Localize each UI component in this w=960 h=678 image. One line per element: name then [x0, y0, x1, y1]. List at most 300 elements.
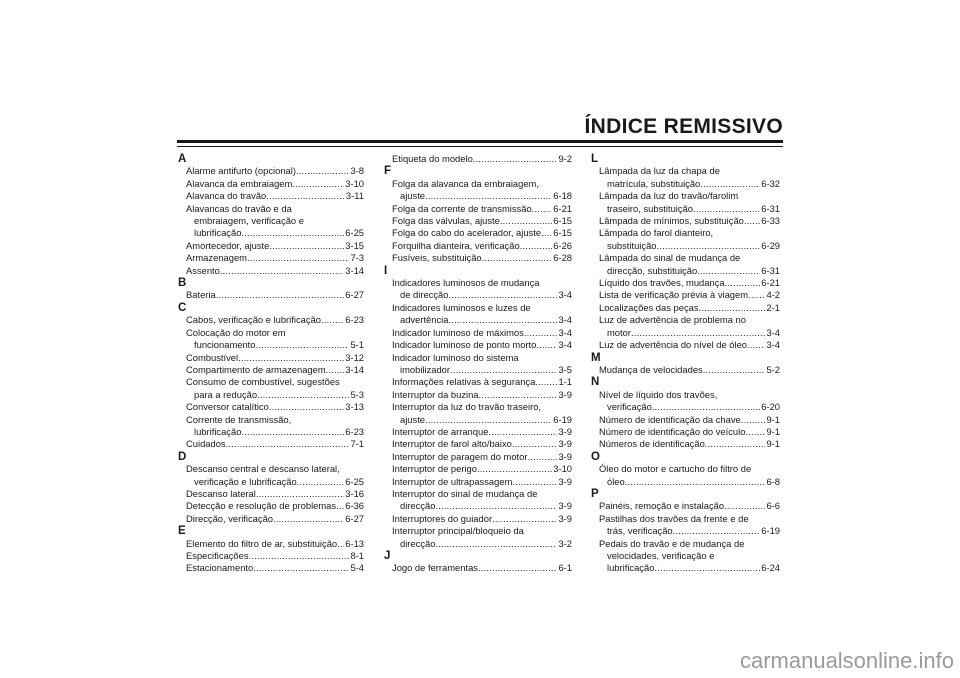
- index-entry-page: 6-24: [761, 562, 780, 574]
- index-entry-text: Número de identificação do veículo: [599, 425, 746, 437]
- index-entry-page: 5-3: [350, 388, 364, 400]
- index-entry-page: 6-26: [553, 239, 572, 251]
- index-entry-text: Indicador luminoso do sistema: [392, 351, 519, 363]
- dot-leader: [448, 314, 557, 326]
- index-section-letter: M: [591, 351, 601, 364]
- title-rule-thin: [177, 146, 783, 147]
- index-entry-page: 6-19: [761, 525, 780, 537]
- index-entry: [178, 190, 364, 202]
- index-entry-page: 6-28: [553, 252, 572, 264]
- index-entry: [591, 339, 780, 351]
- index-entry-text: Indicadores luminosos e luzes de: [392, 301, 531, 313]
- index-entry: [384, 476, 572, 488]
- dot-leader: [425, 414, 552, 426]
- index-entry: [591, 165, 780, 190]
- watermark: carmanualsonline.info: [739, 648, 954, 673]
- index-entry: [384, 463, 572, 475]
- dot-leader: [425, 190, 552, 202]
- index-entry-text: Jogo de ferramentas: [392, 562, 478, 574]
- index-entry: [178, 240, 364, 252]
- dot-leader: [249, 550, 350, 562]
- index-entry-page: 3-14: [345, 264, 364, 276]
- index-entry-text: Painéis, remoção e instalação: [599, 500, 725, 512]
- index-entry-text: embraiagem, verificação e: [194, 215, 304, 227]
- dot-leader: [492, 513, 557, 525]
- index-entry-page: 6-15: [553, 227, 572, 239]
- index-entry-text: Interruptor do sinal de mudança de: [392, 487, 538, 499]
- dot-leader: [699, 302, 766, 314]
- index-entry-text: verificação: [607, 401, 652, 413]
- dot-leader: [745, 426, 765, 438]
- dot-leader: [337, 538, 344, 550]
- index-entry-text: substituição: [607, 239, 657, 251]
- index-entry-text: ajuste: [400, 413, 426, 425]
- index-entry-text: Lâmpada da luz do travão/farolim: [599, 190, 739, 202]
- index-entry-page: 6-19: [553, 413, 572, 425]
- dot-leader: [748, 289, 765, 301]
- index-entry-page: 9-1: [766, 413, 780, 425]
- index-section-letter: B: [178, 277, 187, 290]
- index-entry-page: 6-27: [345, 512, 364, 524]
- index-entry-text: Assento: [186, 264, 220, 276]
- index-entry-page: 3-10: [553, 463, 572, 475]
- index-entry: [591, 513, 780, 538]
- index-entry: [591, 227, 780, 252]
- index-entry-page: 9-1: [766, 438, 780, 450]
- index-entry-text: Indicador luminoso de máximos: [392, 326, 524, 338]
- dot-leader: [693, 203, 760, 215]
- index-entry-text: Descanso lateral: [186, 487, 256, 499]
- dot-leader: [256, 339, 350, 351]
- dot-leader: [269, 240, 344, 252]
- index-entry-text: Lâmpada de mínimos, substituição: [599, 215, 744, 227]
- dot-leader: [536, 339, 557, 351]
- index-entry-text: Folga das válvulas, ajuste: [392, 215, 500, 227]
- index-entry-text: velocidades, verificação e: [607, 550, 715, 561]
- index-entry-page: 3-4: [766, 326, 780, 338]
- index-entry: [178, 488, 364, 500]
- dot-leader: [697, 265, 760, 277]
- dot-leader: [500, 215, 552, 227]
- dot-leader: [435, 538, 557, 550]
- index-entry: [178, 165, 364, 177]
- index-entry-page: 7-3: [350, 252, 364, 264]
- index-entry-page: 3-4: [558, 314, 572, 326]
- dot-leader: [744, 215, 760, 227]
- index-entry-page: 6-20: [761, 401, 780, 413]
- index-entry: [178, 265, 364, 277]
- index-entry: [178, 178, 364, 190]
- index-entry-text: Corrente de transmissão,: [186, 413, 292, 425]
- index-entry-page: 3-2: [558, 537, 572, 549]
- index-entry-text: Localizações das peças: [599, 301, 699, 313]
- index-entry-text: Interruptor de paragem do motor: [392, 450, 528, 462]
- index-entry-text: Informações relativas à segurança: [392, 376, 536, 388]
- index-entry-page: 9-1: [766, 425, 780, 437]
- dot-leader: [273, 513, 344, 525]
- dot-leader: [296, 165, 349, 177]
- index-entry-page: 3-9: [558, 425, 572, 437]
- index-entry: [591, 302, 780, 314]
- index-entry: [178, 414, 364, 439]
- index-section-letter: P: [591, 487, 599, 500]
- index-entry-page: 6-6: [766, 500, 780, 512]
- index-entry-text: Interruptor de arranque: [392, 425, 489, 437]
- index-entry: [384, 426, 572, 438]
- index-entry-text: motor: [607, 326, 631, 338]
- index-entry-text: Lâmpada do farol dianteiro,: [599, 227, 714, 239]
- index-entry-text: Interruptor de farol alto/baixo: [392, 438, 512, 450]
- index-entry: [384, 451, 572, 463]
- index-entry-text: Alarme antifurto (opcional): [186, 165, 296, 177]
- index-entry-page: 6-25: [345, 475, 364, 487]
- index-entry-page: 6-31: [761, 202, 780, 214]
- index-entry-page: 3-9: [558, 475, 572, 487]
- index-entry-text: Luz de advertência do nível de óleo: [599, 339, 748, 351]
- index-entry: [178, 289, 364, 301]
- index-entry-text: funcionamento: [194, 339, 256, 351]
- dot-leader: [241, 426, 344, 438]
- index-entry-text: Consumo de combustível, sugestões: [186, 376, 340, 388]
- page-title: ÍNDICE REMISSIVO: [584, 115, 783, 138]
- index-entry-page: 3-9: [558, 438, 572, 450]
- dot-leader: [257, 389, 349, 401]
- index-entry-text: Etiqueta do modelo: [392, 153, 473, 164]
- index-entry-text: Interruptor de ultrapassagem: [392, 475, 513, 487]
- dot-leader: [448, 289, 557, 301]
- index-entry: [178, 252, 364, 264]
- dot-leader: [256, 488, 344, 500]
- title-rule-thick: [177, 140, 783, 143]
- dot-leader: [705, 438, 766, 450]
- dot-leader: [673, 525, 761, 537]
- dot-leader: [528, 451, 558, 463]
- index-entry-text: Lâmpada do sinal de mudança de: [599, 252, 741, 264]
- index-entry-text: Mudança de velocidades: [599, 363, 703, 375]
- index-entry: [591, 289, 780, 301]
- index-section-letter: J: [384, 550, 391, 562]
- index-entry: [384, 339, 572, 351]
- index-entry: [384, 203, 572, 215]
- index-entry-text: Folga do cabo do acelerador, ajuste: [392, 227, 542, 239]
- index-entry-text: verificação e lubrificação: [194, 475, 297, 487]
- index-entry-text: Alavanca do travão: [186, 190, 267, 202]
- dot-leader: [216, 289, 345, 301]
- index-entry-text: Número de identificação da chave: [599, 413, 741, 425]
- index-entry: [384, 240, 572, 252]
- index-entry-text: Direcção, verificação: [186, 512, 274, 524]
- index-entry: [178, 513, 364, 525]
- index-entry-page: 6-23: [345, 425, 364, 437]
- index-entry: [384, 401, 572, 426]
- index-entry: [384, 562, 572, 574]
- index-entry-page: 9-2: [558, 153, 572, 164]
- index-entry-text: lubrificação: [607, 562, 655, 574]
- index-entry-page: 5-1: [350, 339, 364, 351]
- index-entry-text: Números de identificação: [599, 438, 705, 450]
- index-entry-text: Colocação do motor em: [186, 326, 286, 338]
- index-entry-text: Combustível: [186, 351, 239, 363]
- index-entry-text: direcção: [400, 500, 436, 512]
- index-entry-page: 6-1: [558, 562, 572, 574]
- index-entry-text: Pedais do travão e de mudança de: [599, 537, 745, 549]
- dot-leader: [724, 500, 765, 512]
- index-entry-page: 3-13: [345, 401, 364, 413]
- dot-leader: [269, 401, 344, 413]
- dot-leader: [477, 463, 552, 475]
- index-entry: [591, 389, 780, 414]
- dot-leader: [478, 562, 557, 574]
- index-entry-text: Interruptores do guiador: [392, 512, 493, 524]
- index-entry-page: 3-15: [345, 239, 364, 251]
- index-entry-text: imobilizador: [400, 363, 451, 375]
- dot-leader: [266, 190, 345, 202]
- dot-leader: [435, 500, 557, 512]
- dot-leader: [725, 277, 761, 289]
- index-entry-text: Forquilha dianteira, verificação: [392, 239, 520, 251]
- index-entry: [178, 438, 364, 450]
- index-entry-text: Nível de líquido dos travões,: [599, 388, 718, 400]
- index-entry: [178, 352, 364, 364]
- index-entry-page: 3-11: [345, 190, 364, 202]
- index-entry-text: advertência: [400, 314, 449, 326]
- index-entry-text: Cuidados: [186, 438, 226, 450]
- dot-leader: [512, 438, 558, 450]
- index-entry-page: 3-9: [558, 450, 572, 462]
- dot-leader: [700, 178, 760, 190]
- index-entry-text: Conversor catalítico: [186, 401, 269, 413]
- index-entry: [384, 178, 572, 203]
- index-entry: [178, 562, 364, 574]
- index-entry-page: 2-1: [766, 301, 780, 313]
- index-entry-text: Interruptor da luz do travão traseiro,: [392, 401, 542, 413]
- index-entry-text: Lâmpada da luz da chapa de: [599, 165, 720, 177]
- index-entry-text: Alavancas do travão e da: [186, 202, 292, 214]
- index-entry: [591, 463, 780, 488]
- dot-leader: [226, 438, 350, 450]
- index-entry-text: para a redução: [194, 388, 258, 400]
- index-entry-text: Folga da alavanca da embraiagem,: [392, 177, 539, 189]
- index-entry-text: Folga da corrente de transmissão: [392, 202, 532, 214]
- index-entry-text: Líquido dos travões, mudança: [599, 277, 725, 289]
- dot-leader: [297, 476, 345, 488]
- dot-leader: [238, 352, 344, 364]
- index-entry-text: Indicador luminoso de ponto morto: [392, 339, 537, 351]
- index-entry-page: 6-21: [761, 277, 780, 289]
- index-entry: [591, 426, 780, 438]
- dot-leader: [336, 500, 344, 512]
- index-entry-text: lubrificação: [194, 227, 242, 239]
- dot-leader: [488, 426, 557, 438]
- index-section-letter: I: [384, 264, 388, 277]
- index-entry-page: 6-31: [761, 264, 780, 276]
- index-entry-text: Óleo do motor e cartucho do filtro de: [599, 463, 752, 475]
- index-entry: [384, 438, 572, 450]
- dot-leader: [532, 203, 553, 215]
- index-section-letter: N: [591, 376, 600, 389]
- index-entry-page: 6-18: [553, 190, 572, 202]
- index-entry-page: 3-14: [345, 363, 364, 375]
- index-section-letter: C: [178, 301, 187, 314]
- index-entry: [384, 302, 572, 327]
- index-entry: [384, 153, 572, 165]
- index-entry: [384, 227, 572, 239]
- index-entry-page: 3-4: [558, 339, 572, 351]
- index-entry-page: 6-15: [553, 215, 572, 227]
- index-entry-page: 3-12: [345, 351, 364, 363]
- index-entry-text: Armazenagem: [186, 252, 247, 264]
- index-entry-page: 3-4: [558, 289, 572, 301]
- index-entry: [591, 364, 780, 376]
- dot-leader: [253, 562, 349, 574]
- index-entry-page: 6-36: [345, 500, 364, 512]
- index-entry: [384, 525, 572, 550]
- dot-leader: [703, 364, 766, 376]
- index-entry-text: Luz de advertência de problema no: [599, 314, 746, 326]
- index-entry-page: 3-4: [558, 326, 572, 338]
- index-entry-page: 3-4: [766, 339, 780, 351]
- index-entry-page: 1-1: [558, 376, 572, 388]
- index-entry-text: Especificações: [186, 550, 249, 561]
- index-entry-page: 7-1: [350, 438, 364, 450]
- index-entry-text: matrícula, substituição: [607, 177, 701, 189]
- dot-leader: [657, 240, 761, 252]
- index-entry-text: Interruptor de perigo: [392, 463, 477, 475]
- index-entry-text: óleo: [607, 475, 625, 487]
- index-entry-text: de direcção: [400, 289, 449, 301]
- index-section-letter: E: [178, 525, 186, 538]
- dot-leader: [654, 562, 760, 574]
- index-entry: [384, 327, 572, 339]
- dot-leader: [520, 240, 553, 252]
- dot-leader: [512, 476, 557, 488]
- index-entry: [178, 314, 364, 326]
- index-entry-text: Detecção e resolução de problemas: [186, 500, 337, 512]
- index-entry-text: Fusíveis, substituição: [392, 252, 482, 264]
- index-entry-page: 8-1: [350, 550, 364, 561]
- index-entry-page: 6-27: [345, 289, 364, 301]
- index-column-2: [384, 153, 572, 575]
- index-entry-page: 6-23: [345, 314, 364, 326]
- index-entry: [178, 550, 364, 562]
- index-entry-page: 3-10: [345, 177, 364, 189]
- dot-leader: [450, 364, 557, 376]
- index-entry-text: Indicadores luminosos de mudança: [392, 277, 540, 289]
- index-entry: [591, 277, 780, 289]
- index-entry-page: 6-13: [345, 537, 364, 549]
- index-entry: [178, 376, 364, 401]
- index-entry-page: 6-32: [761, 177, 780, 189]
- index-entry: [591, 190, 780, 215]
- dot-leader: [220, 265, 344, 277]
- index-entry-page: 3-9: [558, 512, 572, 524]
- index-section-letter: L: [591, 153, 599, 165]
- index-entry-text: Lista de verificação prévia à viagem: [599, 289, 749, 301]
- index-entry-text: Compartimento de armazenagem: [186, 363, 326, 375]
- dot-leader: [541, 227, 552, 239]
- dot-leader: [479, 389, 558, 401]
- index-entry-page: 5-4: [350, 562, 364, 574]
- index-entry-text: direcção, substituição: [607, 264, 698, 276]
- index-entry-text: traseiro, substituição: [607, 202, 693, 214]
- index-entry-page: 4-2: [766, 289, 780, 301]
- index-entry-page: 6-29: [761, 239, 780, 251]
- dot-leader: [321, 314, 344, 326]
- index-column-3: [591, 153, 780, 575]
- index-entry-text: direcção: [400, 537, 436, 549]
- index-entry-text: Bateria: [186, 289, 216, 301]
- index-entry: [384, 389, 572, 401]
- index-entry: [178, 401, 364, 413]
- index-entry-page: 6-8: [766, 475, 780, 487]
- index-entry: [591, 215, 780, 227]
- dot-leader: [247, 252, 349, 264]
- index-entry-page: 3-16: [345, 487, 364, 499]
- index-entry-text: ajuste: [400, 190, 426, 202]
- dot-leader: [535, 376, 557, 388]
- dot-leader: [652, 401, 760, 413]
- index-entry-text: Elemento do filtro de ar, substituição: [186, 537, 338, 549]
- index-entry-page: 6-33: [761, 215, 780, 227]
- index-entry-text: Cabos, verificação e lubrificação: [186, 314, 321, 326]
- index-entry: [384, 488, 572, 513]
- dot-leader: [241, 227, 344, 239]
- index-entry: [178, 203, 364, 240]
- index-entry: [384, 376, 572, 388]
- dot-leader: [326, 364, 345, 376]
- dot-leader: [482, 252, 553, 264]
- index-entry-text: trás, verificação: [607, 525, 673, 537]
- index-section-letter: A: [178, 153, 187, 165]
- index-entry-text: lubrificação: [194, 425, 242, 437]
- dot-leader: [292, 178, 344, 190]
- index-section-letter: D: [178, 450, 187, 463]
- index-entry-page: 3-8: [350, 165, 364, 177]
- index-entry: [384, 513, 572, 525]
- index-entry: [178, 463, 364, 488]
- index-entry-text: Alavanca da embraiagem: [186, 177, 293, 189]
- index-section-letter: F: [384, 165, 392, 178]
- index-entry: [591, 314, 780, 339]
- index-entry-text: Amortecedor, ajuste: [186, 239, 270, 251]
- index-entry-page: 6-25: [345, 227, 364, 239]
- index-entry: [178, 538, 364, 550]
- index-entry: [591, 252, 780, 277]
- index-entry-page: 6-21: [553, 202, 572, 214]
- index-entry-text: Interruptor principal/bloqueio da: [392, 525, 524, 537]
- index-entry-text: Pastilhas dos travões da frente e de: [599, 512, 749, 524]
- index-entry-page: 3-9: [558, 388, 572, 400]
- index-entry: [591, 538, 780, 575]
- index-column-1: [178, 153, 364, 575]
- index-entry: [384, 215, 572, 227]
- index-entry: [178, 327, 364, 352]
- index-entry: [384, 277, 572, 302]
- index-entry-page: 3-9: [558, 500, 572, 512]
- index-entry-text: Estacionamento: [186, 562, 254, 574]
- index-entry-text: Descanso central e descanso lateral,: [186, 463, 340, 475]
- dot-leader: [625, 476, 766, 488]
- index-entry-text: Interruptor da buzina: [392, 388, 479, 400]
- dot-leader: [747, 339, 765, 351]
- dot-leader: [524, 327, 558, 339]
- index-entry: [178, 500, 364, 512]
- index-entry: [591, 500, 780, 512]
- index-entry: [591, 414, 780, 426]
- index-entry-page: 3-5: [558, 363, 572, 375]
- dot-leader: [631, 327, 765, 339]
- index-section-letter: O: [591, 450, 600, 463]
